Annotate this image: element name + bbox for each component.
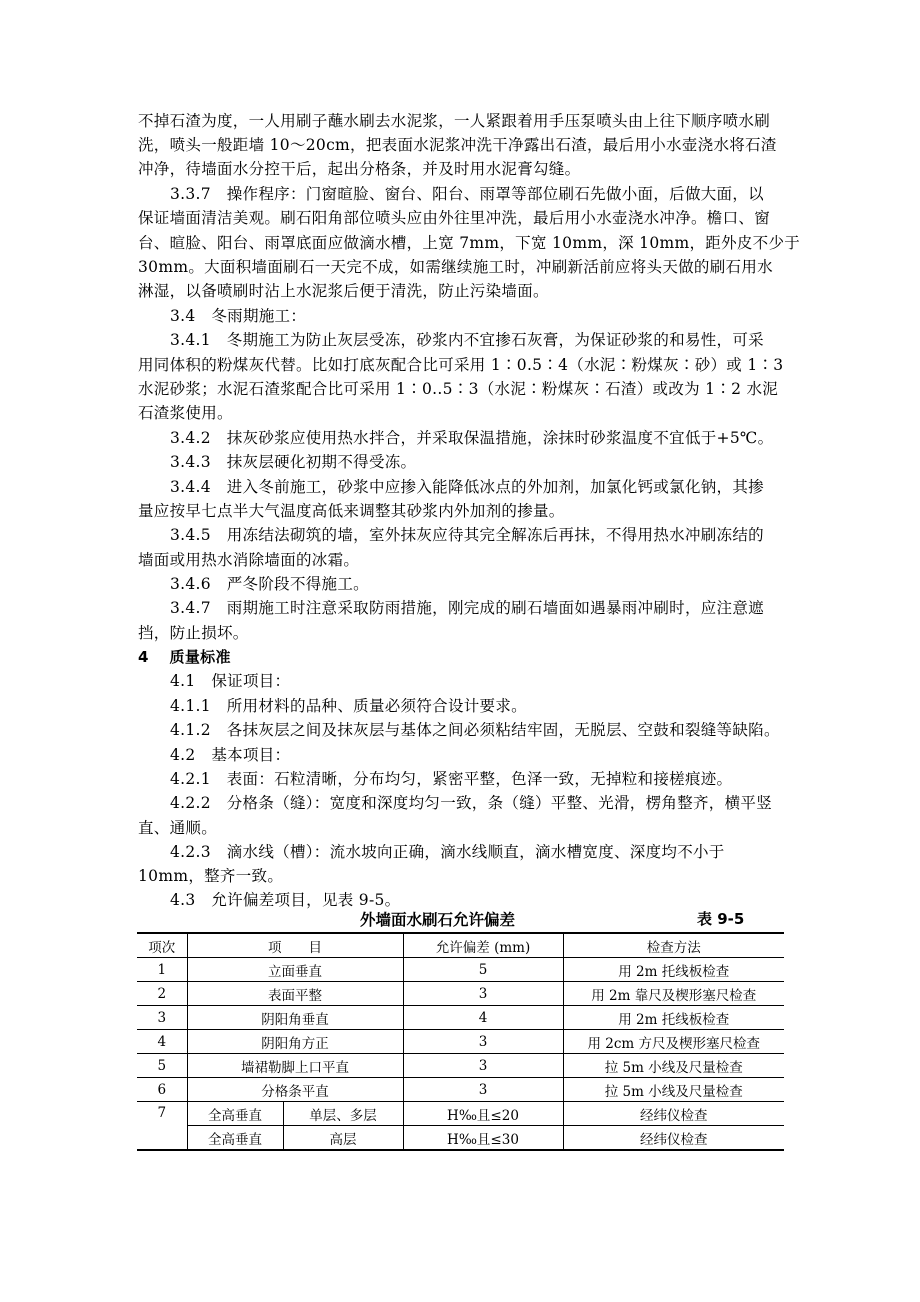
text-line: 洗，喷头一般距墙 10～20cm，把表面水泥浆冲洗干净露出石渣，最后用小水壶浇水将石渣 (138, 136, 777, 154)
table-cell: H‰且≤20 (403, 1102, 563, 1126)
table-row (137, 1006, 784, 1030)
text-line: 4.1.1 所用材料的品种、质量必须符合设计要求。 (170, 697, 527, 715)
text-line: 3.4.3 抹灰层硬化初期不得受冻。 (170, 453, 417, 471)
table-cell: 用 2m 托线板检查 (563, 1006, 784, 1030)
table-cell: 1 (137, 958, 187, 982)
table-cell: 阴阳角方正 (187, 1030, 403, 1054)
text-line: 水泥砂浆；水泥石渣浆配合比可采用 1∶0..5∶3（水泥∶粉煤灰∶石渣）或改为 1∶2 水泥 (138, 380, 779, 398)
text-line: 淋湿，以备喷刷时沾上水泥浆后便于清洗，防止污染墙面。 (138, 282, 549, 300)
table-cell: 经纬仪检查 (563, 1126, 784, 1151)
text-line: 3.4.1 冬期施工为防止灰层受冻，砂浆内不宜掺石灰膏，为保证砂浆的和易性，可采 (170, 331, 764, 349)
text-line: 3.4.6 严冬阶段不得施工。 (170, 575, 369, 593)
table-cell: 墙裙勒脚上口平直 (187, 1054, 403, 1078)
header-cell: 允许偏差 (mm) (403, 933, 563, 958)
table-row (137, 1126, 784, 1151)
table-cell: 用 2cm 方尺及楔形塞尺检查 (563, 1030, 784, 1054)
table-title: 外墙面水刷石允许偏差 (360, 911, 516, 929)
table-cell: 立面垂直 (187, 958, 403, 982)
table-cell: 7 (137, 1102, 187, 1151)
table-row (137, 958, 784, 982)
table-cell: 经纬仪检查 (563, 1102, 784, 1126)
text-line: 冲净，待墙面水分控干后，起出分格条，并及时用水泥膏勾缝。 (138, 160, 581, 178)
text-line: 3.4.7 雨期施工时注意采取防雨措施，刚完成的刷石墙面如遇暴雨冲刷时，应注意遮 (170, 599, 764, 617)
header-cell: 项次 (137, 933, 187, 958)
text-line: 台、暄脸、阳台、雨罩底面应做滴水槽，上宽 7mm，下宽 10mm，深 10mm，距外皮不少于 (138, 234, 801, 252)
table-row (137, 982, 784, 1006)
text-line: 3.3.7 操作程序：门窗暄脸、窗台、阳台、雨罩等部位刷石先做小面，后做大面，以 (170, 185, 764, 203)
table-cell: 3 (403, 1054, 563, 1078)
table-cell: 3 (403, 982, 563, 1006)
text-line: 4.2.3 滴水线（槽）：流水坡向正确，滴水线顺直，滴水槽宽度、深度均不小于 (170, 843, 725, 861)
table-row (137, 1030, 784, 1054)
chapter-heading: 4 质量标准 (138, 648, 231, 666)
table-row (137, 1078, 784, 1102)
table-cell: 全高垂直 (187, 1102, 283, 1126)
text-line: 用同体积的粉煤灰代替。比如打底灰配合比可采用 1∶0.5∶4（水泥∶粉煤灰∶砂）或 1∶3 (138, 356, 784, 374)
table-cell: 3 (403, 1078, 563, 1102)
table-cell: 用 2m 托线板检查 (563, 958, 784, 982)
table-row (137, 1054, 784, 1078)
table-cell: 全高垂直 (187, 1126, 283, 1151)
text-line: 10mm，整齐一致。 (138, 867, 284, 885)
table-cell: 4 (403, 1006, 563, 1030)
text-line: 不掉石渣为度，一人用刷子蘸水刷去水泥浆，一人紧跟着用手压泵喷头由上往下顺序喷水刷 (138, 112, 771, 130)
table-row (137, 1102, 784, 1126)
text-line: 30mm。大面积墙面刷石一天完不成，如需继续施工时，冲刷新活前应将头天做的刷石用水 (138, 258, 773, 276)
table-cell: 5 (403, 958, 563, 982)
text-line: 挡，防止损坏。 (138, 624, 249, 642)
table-cell: 2 (137, 982, 187, 1006)
text-line: 3.4.2 抹灰砂浆应使用热水拌合，并采取保温措施，涂抹时砂浆温度不宜低于+5℃。 (170, 429, 774, 447)
table-cell: 3 (403, 1030, 563, 1054)
section-heading: 3.4 冬雨期施工： (170, 307, 307, 325)
table-cell: H‰且≤30 (403, 1126, 563, 1151)
text-line: 3.4.5 用冻结法砌筑的墙，室外抹灰应待其完全解冻后再抹，不得用热水冲刷冻结的 (170, 526, 764, 544)
table-cell: 用 2m 靠尺及楔形塞尺检查 (563, 982, 784, 1006)
section-heading: 4.1 保证项目： (170, 672, 291, 690)
table-cell: 高层 (283, 1126, 403, 1151)
text-line: 4.2.2 分格条（缝）：宽度和深度均匀一致，条（缝）平整、光滑，楞角整齐，横平竖 (170, 794, 772, 812)
text-line: 4.2.1 表面：石粒清晰，分布均匀，紧密平整，色泽一致，无掉粒和接槎痕迹。 (170, 770, 733, 788)
table-cell: 4 (137, 1030, 187, 1054)
table-cell: 阴阳角垂直 (187, 1006, 403, 1030)
table-cell: 5 (137, 1054, 187, 1078)
header-cell: 项 目 (187, 933, 403, 958)
table-number: 表 9-5 (697, 910, 745, 928)
text-line: 4.3 允许偏差项目，见表 9-5。 (170, 891, 401, 909)
table-cell: 6 (137, 1078, 187, 1102)
text-line: 直、通顺。 (138, 819, 218, 837)
text-line: 3.4.4 进入冬前施工，砂浆中应掺入能降低冰点的外加剂，加氯化钙或氯化钠，其掺 (170, 478, 764, 496)
header-cell: 检查方法 (563, 933, 784, 958)
table-cell: 拉 5m 小线及尺量检查 (563, 1054, 784, 1078)
text-line: 量应按早七点半大气温度高低来调整其砂浆内外加剂的掺量。 (138, 502, 565, 520)
text-line: 4.1.2 各抹灰层之间及抹灰层与基体之间必须粘结牢固，无脱层、空鼓和裂缝等缺陷。 (170, 721, 780, 739)
table-cell: 3 (137, 1006, 187, 1030)
text-line: 保证墙面清洁美观。刷石阳角部位喷头应由外往里冲洗，最后用小水壶浇水冲净。檐口、窗 (138, 209, 771, 227)
table-cell: 表面平整 (187, 982, 403, 1006)
table-cell: 拉 5m 小线及尺量检查 (563, 1078, 784, 1102)
section-heading: 4.2 基本项目： (170, 746, 291, 764)
table-cell: 单层、多层 (283, 1102, 403, 1126)
table-cell: 分格条平直 (187, 1078, 403, 1102)
table-header-row (137, 933, 784, 958)
text-line: 石渣浆使用。 (138, 404, 233, 422)
text-line: 墙面或用热水消除墙面的冰霜。 (138, 551, 360, 569)
deviation-table (137, 932, 784, 1151)
